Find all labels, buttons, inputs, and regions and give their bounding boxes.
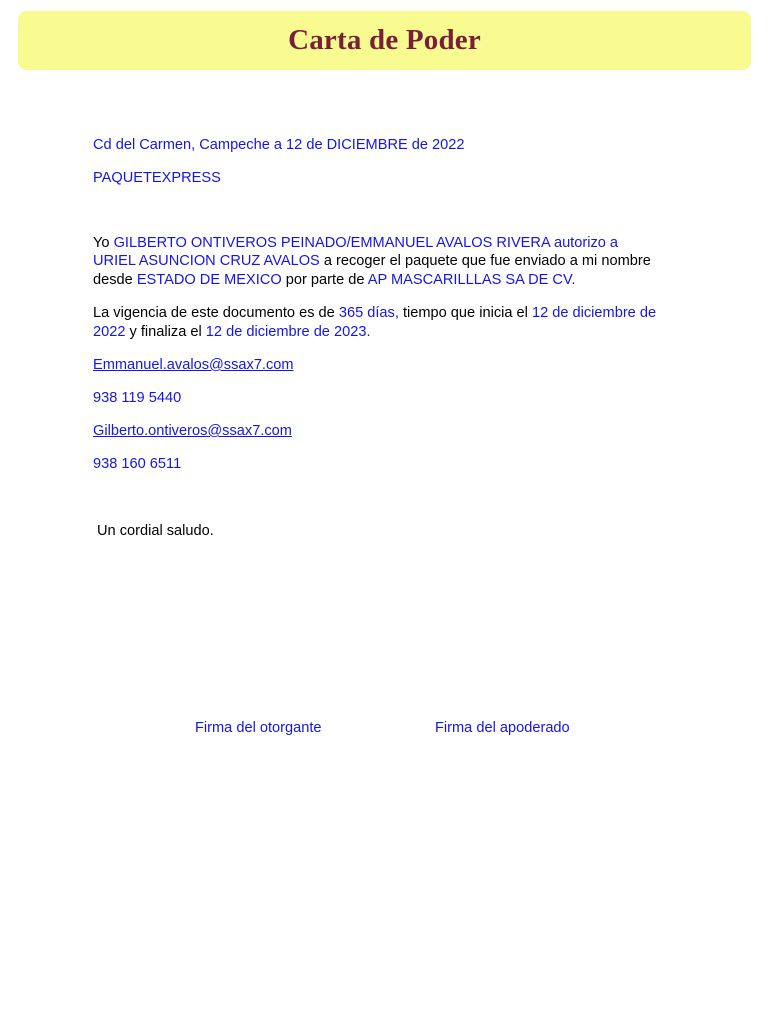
contact-phone-1: 938 119 5440	[93, 390, 182, 406]
autorizo-text: autorizo a	[553, 235, 619, 251]
desde-text: desde	[93, 272, 133, 288]
contact-phone-2: 938 160 6511	[93, 456, 182, 472]
validity-line-2	[93, 323, 371, 342]
contact-email-1-line	[93, 356, 294, 375]
authorization-line-3	[93, 271, 575, 290]
validity-end-date: 12 de diciembre de 2023.	[205, 324, 371, 340]
validity-end-text: y finaliza el	[129, 324, 202, 340]
place-date: Cd del Carmen, Campeche a 12 de DICIEMBRE de 2022	[93, 137, 465, 153]
authorization-line-2	[93, 252, 651, 271]
origin-place: ESTADO DE MEXICO	[136, 272, 282, 288]
por-parte-text: por parte de	[285, 272, 365, 288]
validity-start-year: 2022	[93, 324, 126, 340]
grantor-signature-label: Firma del otorgante	[195, 720, 322, 736]
email-link-emmanuel[interactable]: Emmanuel.avalos@ssax7.com	[93, 357, 294, 373]
document-title: Carta de Poder	[288, 24, 481, 56]
validity-duration: 365 días,	[338, 305, 399, 321]
validity-start-text: tiempo que inicia el	[402, 305, 528, 321]
authorization-text: a recoger el paquete que fue enviado a mi nombre	[323, 253, 651, 269]
attorney-signature-label: Firma del apoderado	[435, 720, 570, 736]
contact-email-2-line	[93, 422, 292, 441]
grantor-names: GILBERTO ONTIVEROS PEINADO/EMMANUEL AVALOS RIVERA	[113, 235, 550, 251]
company-name: AP MASCARILLLAS SA DE CV.	[367, 272, 576, 288]
authorization-line-1	[93, 234, 618, 253]
recipient: PAQUETEXPRESS	[93, 170, 221, 186]
title-banner	[18, 11, 751, 70]
validity-line-1	[93, 304, 656, 323]
closing-salutation: Un cordial saludo.	[97, 523, 214, 539]
email-link-gilberto[interactable]: Gilberto.ontiveros@ssax7.com	[93, 423, 292, 439]
validity-text: La vigencia de este documento es de	[93, 305, 335, 321]
yo-text: Yo	[93, 235, 110, 251]
validity-start-date: 12 de diciembre de	[531, 305, 657, 321]
attorney-name: URIEL ASUNCION CRUZ AVALOS	[93, 253, 320, 269]
